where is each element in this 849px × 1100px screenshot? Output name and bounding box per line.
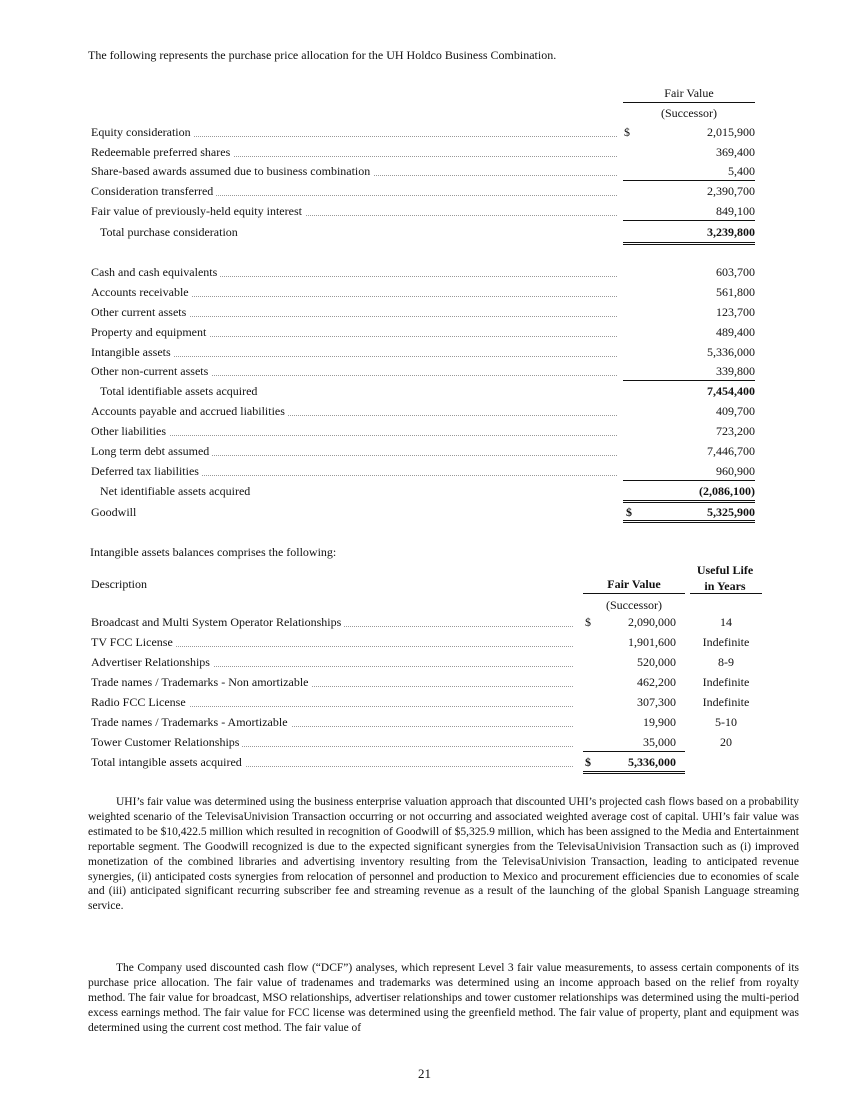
row-label: Radio FCC License bbox=[91, 695, 189, 710]
subtotal-rule bbox=[583, 751, 685, 752]
subtotal-rule bbox=[623, 220, 755, 221]
row-value: 339,800 bbox=[716, 364, 755, 378]
row-value: 35,000 bbox=[643, 735, 676, 749]
intangibles-successor-header: (Successor) bbox=[606, 598, 662, 612]
fair-value-header: Fair Value bbox=[664, 86, 714, 100]
allocation-row bbox=[91, 384, 756, 400]
row-value: 723,200 bbox=[716, 424, 755, 438]
subtotal-rule bbox=[623, 502, 755, 503]
intangibles-intro: Intangible assets balances comprises the following: bbox=[90, 545, 337, 559]
row-value: 2,090,000 bbox=[628, 615, 676, 629]
allocation-row bbox=[91, 225, 756, 241]
row-label: Property and equipment bbox=[91, 325, 209, 340]
allocation-row bbox=[91, 404, 756, 420]
header-rule bbox=[623, 102, 755, 103]
allocation-row bbox=[91, 464, 756, 480]
row-label: Deferred tax liabilities bbox=[91, 464, 202, 479]
useful-life-value: 14 bbox=[720, 615, 732, 629]
row-value: 409,700 bbox=[716, 404, 755, 418]
currency-symbol: $ bbox=[626, 505, 632, 519]
currency-symbol: $ bbox=[624, 125, 630, 139]
row-label: Accounts payable and accrued liabilities bbox=[91, 404, 288, 419]
row-value: 19,900 bbox=[643, 715, 676, 729]
intro-text: The following represents the purchase price allocation for the UH Holdco Business Combination. bbox=[88, 48, 557, 62]
useful-life-header-line2: in Years bbox=[704, 579, 746, 593]
allocation-row bbox=[91, 505, 756, 521]
useful-life-header-rule bbox=[690, 593, 762, 594]
row-value: 5,400 bbox=[728, 164, 755, 178]
fair-value-header-rule bbox=[583, 593, 685, 594]
row-label: Long term debt assumed bbox=[91, 444, 212, 459]
allocation-row bbox=[91, 164, 756, 180]
row-value: 2,390,700 bbox=[707, 184, 755, 198]
allocation-row bbox=[91, 484, 756, 500]
allocation-row bbox=[91, 265, 756, 281]
allocation-row bbox=[91, 184, 756, 200]
row-label: Share-based awards assumed due to business combination bbox=[91, 164, 373, 179]
allocation-row bbox=[91, 125, 756, 141]
row-value: 369,400 bbox=[716, 145, 755, 159]
row-label: Intangible assets bbox=[91, 345, 174, 360]
row-value: 2,015,900 bbox=[707, 125, 755, 139]
row-value: 123,700 bbox=[716, 305, 755, 319]
row-label: Advertiser Relationships bbox=[91, 655, 213, 670]
subtotal-rule bbox=[623, 500, 755, 501]
row-label: Cash and cash equivalents bbox=[91, 265, 220, 280]
total-double-rule bbox=[623, 242, 755, 245]
intangible-row bbox=[91, 635, 763, 651]
row-value: 462,200 bbox=[637, 675, 676, 689]
row-value: 561,800 bbox=[716, 285, 755, 299]
allocation-row bbox=[91, 305, 756, 321]
intangible-row bbox=[91, 615, 763, 631]
row-value: 307,300 bbox=[637, 695, 676, 709]
row-label: Total purchase consideration bbox=[91, 225, 241, 240]
row-label: Trade names / Trademarks - Non amortizable bbox=[91, 675, 312, 690]
description-header: Description bbox=[91, 577, 147, 591]
row-label: Other liabilities bbox=[91, 424, 169, 439]
intangible-row bbox=[91, 755, 763, 771]
row-value: 5,336,000 bbox=[707, 345, 755, 359]
allocation-row bbox=[91, 204, 756, 220]
row-label: Net identifiable assets acquired bbox=[91, 484, 253, 499]
dot-leader bbox=[91, 435, 617, 436]
row-value: 3,239,800 bbox=[707, 225, 755, 239]
intangible-row bbox=[91, 675, 763, 691]
row-value: (2,086,100) bbox=[699, 484, 755, 498]
currency-symbol: $ bbox=[585, 755, 591, 769]
row-value: 849,100 bbox=[716, 204, 755, 218]
intangibles-fair-value-header: Fair Value bbox=[607, 577, 661, 591]
allocation-row bbox=[91, 325, 756, 341]
currency-symbol: $ bbox=[585, 615, 591, 629]
goodwill-double-rule bbox=[623, 520, 755, 523]
row-label: Consideration transferred bbox=[91, 184, 216, 199]
row-value: 960,900 bbox=[716, 464, 755, 478]
allocation-row bbox=[91, 424, 756, 440]
row-value: 603,700 bbox=[716, 265, 755, 279]
row-label: Tower Customer Relationships bbox=[91, 735, 242, 750]
row-value: 5,336,000 bbox=[628, 755, 676, 769]
useful-life-value: Indefinite bbox=[702, 695, 750, 709]
allocation-row bbox=[91, 145, 756, 161]
useful-life-value: 5-10 bbox=[715, 715, 737, 729]
row-label: Goodwill bbox=[91, 505, 139, 520]
successor-header: (Successor) bbox=[661, 106, 717, 120]
page-number: 21 bbox=[418, 1066, 431, 1081]
row-label: Equity consideration bbox=[91, 125, 194, 140]
intangible-row bbox=[91, 695, 763, 711]
allocation-row bbox=[91, 285, 756, 301]
row-label: Broadcast and Multi System Operator Relationships bbox=[91, 615, 344, 630]
useful-life-header: Useful Life bbox=[696, 563, 754, 577]
useful-life-value: Indefinite bbox=[702, 635, 750, 649]
row-label: Trade names / Trademarks - Amortizable bbox=[91, 715, 291, 730]
row-label: Accounts receivable bbox=[91, 285, 192, 300]
subtotal-rule bbox=[623, 480, 755, 481]
useful-life-value: Indefinite bbox=[702, 675, 750, 689]
paragraph-dcf: The Company used discounted cash flow (“DCF”) analyses, which represent Level 3 fair value measurements, to assess certain components of its purchase price allocation. The fair value of tradenames and trademarks was determined using an income approach based on the relief from royalty method. The fair value for broadcast, MSO relationships, advertiser relationships and tower customer relationships was determined using the multi-period excess earnings method. The fair value for FCC license was determined using the greenfield method. The fair value of property, plant and equipment was determined using the current cost method. The fair value of bbox=[88, 962, 799, 1034]
total-double-rule bbox=[583, 771, 685, 774]
row-label: Other non-current assets bbox=[91, 364, 211, 379]
row-value: 7,446,700 bbox=[707, 444, 755, 458]
paragraph-goodwill: UHI’s fair value was determined using the business enterprise valuation approach that discounted UHI’s projected cash flows based on a probability weighted scenario of the TelevisaUnivision Transaction occurring or not occurring and associated weighted average cost of capital. UHI’s fair value was estimated to be $10,422.5 million which resulted in recognition of Goodwill of $5,325.9 million, which has been assigned to the Media and Entertainment reportable segment. The Goodwill recognized is due to the expected significant synergies from the TelevisaUnivision Transaction such as (i) improved monetization of the combined libraries and advertising inventory resulting from the TelevisaUnivision Transaction, leading to anticipated revenue synergies, (ii) anticipated costs synergies from relocation of personnel and production to Mexico and procurement efficiencies due to economies of scale and (iii) anticipated significant recurring subscriber fee and streaming revenue as a result of the launching of the global Spanish Language streaming service. bbox=[88, 796, 799, 913]
row-label: Total identifiable assets acquired bbox=[91, 384, 260, 399]
row-label: Other current assets bbox=[91, 305, 189, 320]
intangible-row bbox=[91, 735, 763, 751]
row-label: Redeemable preferred shares bbox=[91, 145, 233, 160]
allocation-row bbox=[91, 444, 756, 460]
allocation-row bbox=[91, 364, 756, 380]
row-label: Total intangible assets acquired bbox=[91, 755, 245, 770]
subtotal-rule bbox=[623, 380, 755, 381]
row-label: TV FCC License bbox=[91, 635, 176, 650]
row-value: 5,325,900 bbox=[707, 505, 755, 519]
row-value: 489,400 bbox=[716, 325, 755, 339]
intangible-row bbox=[91, 715, 763, 731]
row-value: 1,901,600 bbox=[628, 635, 676, 649]
allocation-row bbox=[91, 345, 756, 361]
subtotal-rule bbox=[623, 180, 755, 181]
row-label: Fair value of previously-held equity interest bbox=[91, 204, 305, 219]
row-value: 7,454,400 bbox=[707, 384, 755, 398]
useful-life-value: 8-9 bbox=[718, 655, 734, 669]
row-value: 520,000 bbox=[637, 655, 676, 669]
useful-life-value: 20 bbox=[720, 735, 732, 749]
intangible-row bbox=[91, 655, 763, 671]
